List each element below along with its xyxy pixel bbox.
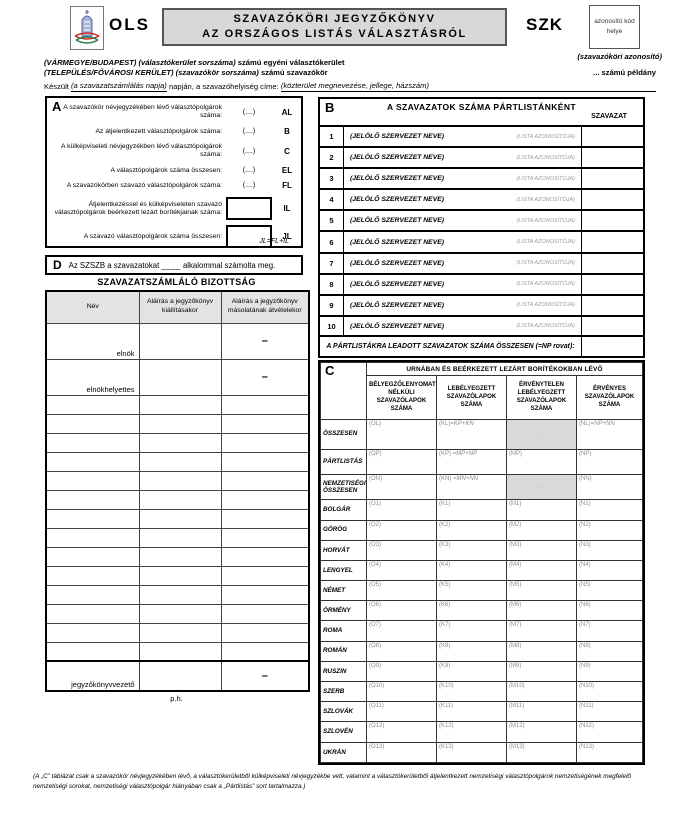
count-cell[interactable]: (O9) bbox=[367, 661, 437, 681]
votes-column-header: SZAVAZAT bbox=[591, 113, 627, 120]
signature-cell[interactable] bbox=[139, 528, 221, 547]
section-b-label: B bbox=[325, 100, 335, 115]
shaded-cell: . bbox=[507, 475, 577, 500]
count-cell[interactable]: (M8) bbox=[507, 641, 577, 661]
county-placeholder: (VÁRMEGYE/BUDAPEST) bbox=[44, 58, 137, 67]
party-list-row bbox=[320, 315, 643, 336]
constituency-line-rest: számú egyéni választókerület bbox=[237, 58, 345, 67]
section-b-party-list-votes bbox=[318, 97, 645, 358]
signature-cell[interactable] bbox=[221, 509, 309, 528]
row-number: 9 bbox=[320, 296, 344, 315]
count-cell[interactable]: (M4) bbox=[507, 560, 577, 580]
d-text-after: alkalommal számolta meg. bbox=[182, 260, 276, 270]
matrix-row-nationality: SZERB (O10) (K10) (M10) (N10) bbox=[321, 682, 643, 702]
list-id-placeholder: (LISTA AZONOSÍTÓJA) bbox=[516, 154, 575, 161]
identifier-caption: (szavazóköri azonosító) bbox=[577, 52, 662, 61]
vote-count-cell[interactable] bbox=[581, 254, 643, 273]
row-number: 2 bbox=[320, 148, 344, 167]
party-name-placeholder: (JELÖLŐ SZERVEZET NEVE) bbox=[350, 280, 445, 288]
section-d-text bbox=[69, 261, 276, 270]
vote-count-cell[interactable] bbox=[581, 275, 643, 294]
dash-cell: – bbox=[221, 661, 309, 691]
count-cell[interactable]: (M6) bbox=[507, 601, 577, 621]
count-cell[interactable]: (K10) bbox=[437, 682, 507, 702]
count-cell[interactable]: (K3) bbox=[437, 540, 507, 560]
table-row-member bbox=[46, 471, 309, 490]
a-row-text: Az átjelentkezett választópolgárok száma: bbox=[95, 127, 222, 135]
form-code-ols: OLS bbox=[109, 15, 150, 34]
count-cell[interactable]: (N11) bbox=[577, 702, 643, 722]
matrix-header-row bbox=[321, 376, 643, 419]
signature-cell[interactable] bbox=[221, 414, 309, 433]
a-row-foreign-register bbox=[49, 139, 298, 163]
address-placeholder[interactable]: (közterület megnevezése, jellege, házszám) bbox=[281, 81, 656, 92]
header-signature-copy: Aláírás a jegyzőkönyv másolatának átvételekor bbox=[221, 291, 309, 323]
role-label-chair: elnök bbox=[46, 323, 139, 359]
a-row-value: (....) bbox=[242, 182, 256, 189]
role-label-vice-chair: elnökhelyettes bbox=[46, 359, 139, 395]
a-row-value: (....) bbox=[242, 108, 256, 116]
count-cell[interactable]: (O2) bbox=[367, 520, 437, 540]
total-vote-count-cell[interactable] bbox=[581, 337, 643, 356]
form-code-szk: SZK bbox=[526, 15, 563, 34]
ballot-matrix-table bbox=[320, 362, 643, 763]
section-a-label: A bbox=[52, 99, 62, 114]
table-row-member bbox=[46, 490, 309, 509]
list-id-placeholder: (LISTA AZONOSÍTÓJA) bbox=[516, 133, 575, 140]
count-cell[interactable]: (KN) =MN+NN bbox=[437, 475, 507, 500]
matrix-row-nationality: ROMA (O7) (K7) (M7) (N7) bbox=[321, 621, 643, 641]
count-cell[interactable]: (M13) bbox=[507, 742, 577, 762]
table-row-member bbox=[46, 585, 309, 604]
count-date-placeholder[interactable]: (a szavazatszámlálás napja) bbox=[71, 81, 167, 92]
member-name-cell[interactable] bbox=[46, 566, 139, 585]
a-row-code: C bbox=[284, 146, 290, 156]
hungary-coat-of-arms-box bbox=[70, 6, 104, 50]
member-name-cell[interactable] bbox=[46, 623, 139, 642]
signature-cell[interactable] bbox=[221, 547, 309, 566]
count-cell[interactable]: (N9) bbox=[577, 661, 643, 681]
party-list-row bbox=[320, 188, 643, 209]
signature-cell[interactable] bbox=[139, 661, 221, 691]
signature-cell[interactable] bbox=[221, 433, 309, 452]
matrix-row-nationality: NÉMET (O5) (K5) (M5) (N5) bbox=[321, 581, 643, 601]
matrix-row-nationality: LENGYEL (O4) (K4) (M4) (N4) bbox=[321, 560, 643, 580]
member-name-cell[interactable] bbox=[46, 528, 139, 547]
table-row-chair bbox=[46, 323, 309, 359]
count-cell[interactable]: (O11) bbox=[367, 702, 437, 722]
party-list-row bbox=[320, 125, 643, 146]
list-id-placeholder: (LISTA AZONOSÍTÓJA) bbox=[516, 175, 575, 182]
matrix-row-total: ÖSSZESEN (OL) (KL)=KP+KN . (NL)=NP+NN bbox=[321, 419, 643, 449]
settlement-placeholder: (TELEPÜLÉS/FŐVÁROSI KERÜLET) bbox=[44, 68, 174, 78]
form-title-line1: SZAVAZÓKÖRI JEGYZŐKÖNYV bbox=[233, 12, 436, 25]
table-row-member bbox=[46, 623, 309, 642]
count-cell[interactable]: (N7) bbox=[577, 621, 643, 641]
made-prefix: Készült bbox=[44, 81, 69, 91]
a-row-code: IL bbox=[283, 204, 291, 213]
table-row-member bbox=[46, 509, 309, 528]
row-number: 4 bbox=[320, 190, 344, 209]
d-text-before: Az SZSZB a szavazatokat bbox=[68, 260, 160, 270]
count-cell[interactable]: (NP) bbox=[577, 449, 643, 474]
signature-cell[interactable] bbox=[221, 642, 309, 661]
party-name-placeholder: (JELÖLŐ SZERVEZET NEVE) bbox=[350, 196, 445, 204]
vote-count-cell[interactable] bbox=[581, 190, 643, 209]
signature-cell[interactable] bbox=[221, 566, 309, 585]
signature-cell[interactable] bbox=[139, 642, 221, 661]
a-row-code: JL bbox=[282, 232, 292, 241]
count-cell[interactable]: (OL) bbox=[367, 419, 437, 449]
jl-formula-note: JL=FL+IL bbox=[259, 238, 289, 245]
count-cell[interactable]: (K13) bbox=[437, 742, 507, 762]
copy-number-note: ... számú példány bbox=[593, 68, 656, 78]
il-count-input-box[interactable] bbox=[226, 197, 272, 220]
matrix-row-nationality: GÖRÖG (O2) (K2) (M2) (N2) bbox=[321, 520, 643, 540]
matrix-row-nationality: SZLOVÉN (O12) (K12) (M12) (N12) bbox=[321, 722, 643, 742]
a-row-code: AL bbox=[281, 107, 293, 117]
section-c-ballot-matrix bbox=[318, 360, 645, 765]
a-row-value: (....) bbox=[242, 147, 256, 155]
made-mid-text: napján, a szavazóhelyiség címe: bbox=[168, 81, 279, 91]
section-b-title: A SZAVAZATOK SZÁMA PÁRTLISTÁNKÉNT bbox=[386, 102, 576, 112]
member-name-cell[interactable] bbox=[46, 395, 139, 414]
count-cell[interactable]: (KP) =MP+NP bbox=[437, 449, 507, 474]
party-name-placeholder: (JELÖLŐ SZERVEZET NEVE) bbox=[350, 322, 445, 330]
a-row-transferred bbox=[49, 124, 298, 139]
party-name-placeholder: (JELÖLŐ SZERVEZET NEVE) bbox=[350, 133, 445, 141]
table-row-recorder bbox=[46, 661, 309, 691]
polling-district-line-rest: számú szavazókör bbox=[260, 68, 328, 78]
vote-count-cell[interactable] bbox=[581, 296, 643, 315]
count-cell[interactable]: (MP) bbox=[507, 449, 577, 474]
a-row-text: A külképviseleti névjegyzékben lévő választópolgárok száma: bbox=[61, 143, 222, 158]
header-name: Név bbox=[46, 291, 139, 323]
count-cell[interactable]: (O13) bbox=[367, 742, 437, 762]
table-row-member bbox=[46, 452, 309, 471]
row-number: 1 bbox=[320, 127, 344, 146]
dash-cell: – bbox=[221, 359, 309, 395]
member-name-cell[interactable] bbox=[46, 490, 139, 509]
a-row-value: (....) bbox=[242, 167, 256, 174]
a-row-register bbox=[49, 100, 298, 124]
signature-cell[interactable] bbox=[139, 623, 221, 642]
polling-district-line bbox=[44, 68, 656, 78]
count-cell[interactable]: (O8) bbox=[367, 641, 437, 661]
count-cell[interactable]: (N6) bbox=[577, 601, 643, 621]
count-cell[interactable]: (O4) bbox=[367, 560, 437, 580]
member-name-cell[interactable] bbox=[46, 509, 139, 528]
matrix-row-nationality: BOLGÁR (O1) (K1) (M1) (N1) bbox=[321, 500, 643, 520]
constituency-line bbox=[44, 58, 656, 68]
form-title-box bbox=[162, 8, 507, 46]
a-row-text: A szavazókörben szavazó választópolgárok száma: bbox=[66, 181, 222, 189]
list-id-placeholder: (LISTA AZONOSÍTÓJA) bbox=[516, 260, 575, 267]
count-cell[interactable]: (M3) bbox=[507, 540, 577, 560]
signature-cell[interactable] bbox=[139, 395, 221, 414]
member-name-cell[interactable] bbox=[46, 642, 139, 661]
vote-count-cell[interactable] bbox=[581, 169, 643, 188]
party-list-rows bbox=[320, 125, 643, 336]
table-row-member bbox=[46, 414, 309, 433]
signature-cell[interactable] bbox=[221, 395, 309, 414]
signature-cell[interactable] bbox=[139, 509, 221, 528]
vote-count-cell[interactable] bbox=[581, 148, 643, 167]
count-cell[interactable]: (ON) bbox=[367, 475, 437, 500]
count-cell[interactable]: (N12) bbox=[577, 722, 643, 742]
party-name-placeholder: (JELÖLŐ SZERVEZET NEVE) bbox=[350, 301, 445, 309]
signature-cell[interactable] bbox=[221, 585, 309, 604]
a-row-total-voting bbox=[49, 224, 298, 249]
count-cell[interactable]: (OP) bbox=[367, 449, 437, 474]
count-cell[interactable]: (M2) bbox=[507, 520, 577, 540]
party-list-row bbox=[320, 252, 643, 273]
signature-cell[interactable] bbox=[221, 452, 309, 471]
vote-count-cell[interactable] bbox=[581, 232, 643, 251]
stamp-place-mark: p.h. bbox=[170, 694, 183, 703]
row-number: 3 bbox=[320, 169, 344, 188]
party-list-row bbox=[320, 209, 643, 230]
hungary-coat-of-arms-icon bbox=[73, 9, 101, 47]
signature-cell[interactable] bbox=[139, 414, 221, 433]
party-list-row bbox=[320, 230, 643, 251]
party-name-placeholder: (JELÖLŐ SZERVEZET NEVE) bbox=[350, 238, 445, 246]
count-cell[interactable]: (N1) bbox=[577, 500, 643, 520]
matrix-row-nationality: RUSZIN (O9) (K9) (M9) (N9) bbox=[321, 661, 643, 681]
vote-count-cell[interactable] bbox=[581, 127, 643, 146]
a-row-code: FL bbox=[282, 181, 292, 190]
party-name-placeholder: (JELÖLŐ SZERVEZET NEVE) bbox=[350, 259, 445, 267]
count-cell[interactable]: (K7) bbox=[437, 621, 507, 641]
section-a-voter-counts bbox=[45, 96, 303, 248]
matrix-row-nationality: HORVÁT (O3) (K3) (M3) (N3) bbox=[321, 540, 643, 560]
vote-count-cell[interactable] bbox=[581, 211, 643, 230]
count-cell[interactable]: (N8) bbox=[577, 641, 643, 661]
party-list-row bbox=[320, 294, 643, 315]
list-id-placeholder: (LISTA AZONOSÍTÓJA) bbox=[516, 196, 575, 203]
polling-district-text bbox=[44, 68, 328, 78]
intro-block bbox=[44, 58, 656, 92]
count-cell[interactable]: (K6) bbox=[437, 601, 507, 621]
signature-cell[interactable] bbox=[139, 471, 221, 490]
count-cell[interactable]: (K5) bbox=[437, 581, 507, 601]
table-row-member bbox=[46, 566, 309, 585]
party-name-placeholder: (JELÖLŐ SZERVEZET NEVE) bbox=[350, 217, 445, 225]
signature-cell[interactable] bbox=[139, 323, 221, 359]
signature-cell[interactable] bbox=[139, 490, 221, 509]
count-cell[interactable]: (O3) bbox=[367, 540, 437, 560]
signature-cell[interactable] bbox=[221, 471, 309, 490]
count-cell[interactable]: (M12) bbox=[507, 722, 577, 742]
header-valid-ballots: ÉRVÉNYES SZAVAZÓLAPOK SZÁMA bbox=[577, 376, 643, 419]
matrix-row-nationality: UKRÁN (O13) (K13) (M13) (N13) bbox=[321, 742, 643, 762]
count-cell[interactable]: (O1) bbox=[367, 500, 437, 520]
count-cell[interactable]: (K2) bbox=[437, 520, 507, 540]
section-c-title: URNÁBAN ÉS BEÉRKEZETT LEZÁRT BORÍTÉKOKBAN LÉVŐ bbox=[367, 363, 643, 376]
row-number: 5 bbox=[320, 211, 344, 230]
count-cell[interactable]: (N4) bbox=[577, 560, 643, 580]
signature-cell[interactable] bbox=[139, 547, 221, 566]
table-row-member bbox=[46, 528, 309, 547]
a-row-total-voters bbox=[49, 163, 298, 178]
member-name-cell[interactable] bbox=[46, 471, 139, 490]
section-d-label: D bbox=[53, 258, 62, 272]
signature-cell[interactable] bbox=[139, 452, 221, 471]
member-name-cell[interactable] bbox=[46, 547, 139, 566]
count-cell[interactable]: (M1) bbox=[507, 500, 577, 520]
table-row-member bbox=[46, 395, 309, 414]
signature-cell[interactable] bbox=[139, 604, 221, 623]
count-cell[interactable]: (NN) bbox=[577, 475, 643, 500]
count-cell[interactable]: (K1) bbox=[437, 500, 507, 520]
counting-committee-table bbox=[45, 290, 310, 692]
header-signature-issue: Aláírás a jegyzőkönyv kiállításakor bbox=[139, 291, 221, 323]
count-cell[interactable]: (M11) bbox=[507, 702, 577, 722]
matrix-row-nationality: SZLOVÁK (O11) (K11) (M11) (N11) bbox=[321, 702, 643, 722]
table-row-member bbox=[46, 604, 309, 623]
signature-cell[interactable] bbox=[139, 566, 221, 585]
counting-committee-title: SZAVAZATSZÁMLÁLÓ BIZOTTSÁG bbox=[97, 277, 256, 287]
party-list-row bbox=[320, 167, 643, 188]
role-label-recorder: jegyzőkönyvvezető bbox=[46, 661, 139, 691]
shaded-cell: . bbox=[507, 419, 577, 449]
count-cell[interactable]: (O7) bbox=[367, 621, 437, 641]
a-row-text: Átjelentkezéssel és külképviseleten szavazó választópolgárok beérkezett lezárt borítékjainak száma: bbox=[54, 200, 222, 216]
district-number-placeholder: (szavazókör sorszáma) bbox=[175, 68, 259, 78]
signature-cell[interactable] bbox=[139, 585, 221, 604]
count-cell[interactable]: (O10) bbox=[367, 682, 437, 702]
table-header-row bbox=[46, 291, 309, 323]
a-row-value: (....) bbox=[242, 128, 256, 135]
signature-cell[interactable] bbox=[221, 490, 309, 509]
a-row-code: EL bbox=[281, 166, 293, 175]
count-cell[interactable]: (O5) bbox=[367, 581, 437, 601]
count-cell[interactable]: (M10) bbox=[507, 682, 577, 702]
member-name-cell[interactable] bbox=[46, 414, 139, 433]
a-row-text: A választópolgárok száma összesen: bbox=[110, 166, 222, 174]
a-row-text: A szavazókör névjegyzékében lévő választópolgárok száma: bbox=[63, 104, 222, 119]
list-id-placeholder: (LISTA AZONOSÍTÓJA) bbox=[516, 217, 575, 224]
table-row-member bbox=[46, 547, 309, 566]
header-stamped-ballots: LEBÉLYEGZETT SZAVAZÓLAPOK SZÁMA bbox=[437, 376, 507, 419]
count-cell[interactable]: (O12) bbox=[367, 722, 437, 742]
signature-cell[interactable] bbox=[139, 359, 221, 395]
a-row-envelopes bbox=[49, 193, 298, 224]
section-d-count-occasions bbox=[45, 255, 303, 275]
row-number: 10 bbox=[320, 317, 344, 336]
count-cell[interactable]: (N3) bbox=[577, 540, 643, 560]
identifier-code-box[interactable]: azonosító kód helye bbox=[589, 5, 640, 49]
count-cell[interactable]: (K12) bbox=[437, 722, 507, 742]
count-cell[interactable]: (M5) bbox=[507, 581, 577, 601]
count-cell[interactable]: (KL)=KP+KN bbox=[437, 419, 507, 449]
form-title-line2: AZ ORSZÁGOS LISTÁS VÁLASZTÁSRÓL bbox=[202, 28, 467, 40]
count-cell[interactable]: (NL)=NP+NN bbox=[577, 419, 643, 449]
matrix-row-party-list: PÁRTLISTÁS (OP) (KP) =MP+NP (MP) (NP) bbox=[321, 449, 643, 474]
footnote-text: (A „C” táblázat csak a szavazókör névjegyzékében lévő, a választókerületből külképviseleti névjegyzékbe vett, valamint a választókerületből átjelentkezett nemzetiségi választópolgárok nemzetiségének megfelelő nemzetiségi sorokat, nemzetiségi választópolgár hiányában csak a „Pártlistás” sort tartalmazza.) bbox=[33, 773, 631, 790]
dash-cell: – bbox=[221, 323, 309, 359]
party-list-total-row bbox=[320, 335, 643, 356]
signature-cell[interactable] bbox=[221, 623, 309, 642]
vote-count-cell[interactable] bbox=[581, 317, 643, 336]
count-cell[interactable]: (O6) bbox=[367, 601, 437, 621]
table-row-vice-chair bbox=[46, 359, 309, 395]
count-cell[interactable]: (K11) bbox=[437, 702, 507, 722]
matrix-row-nationality-total: NEMZETISÉGI ÖSSZESEN (ON) (KN) =MN+NN . (NN) bbox=[321, 475, 643, 500]
count-cell[interactable]: (M9) bbox=[507, 661, 577, 681]
total-votes-label: A PÁRTLISTÁKRA LEADOTT SZAVAZATOK SZÁMA ÖSSZESEN (=NP rovat): bbox=[326, 343, 575, 350]
header-unstamped-ballots: BÉLYEGZŐLENYOMAT NÉLKÜLI SZAVAZÓLAPOK SZÁMA bbox=[367, 376, 437, 419]
party-name-placeholder: (JELÖLŐ SZERVEZET NEVE) bbox=[350, 175, 445, 183]
count-cell[interactable]: (N10) bbox=[577, 682, 643, 702]
table-row-member bbox=[46, 433, 309, 452]
row-number: 6 bbox=[320, 232, 344, 251]
party-name-placeholder: (JELÖLŐ SZERVEZET NEVE) bbox=[350, 154, 445, 162]
table-row-member bbox=[46, 642, 309, 661]
list-id-placeholder: (LISTA AZONOSÍTÓJA) bbox=[516, 281, 575, 288]
row-number: 8 bbox=[320, 275, 344, 294]
a-row-voted-in-district bbox=[49, 178, 298, 193]
member-name-cell[interactable] bbox=[46, 604, 139, 623]
signature-cell[interactable] bbox=[139, 433, 221, 452]
party-list-row bbox=[320, 273, 643, 294]
count-cell[interactable]: (K9) bbox=[437, 661, 507, 681]
row-number: 7 bbox=[320, 254, 344, 273]
count-cell[interactable]: (N2) bbox=[577, 520, 643, 540]
member-name-cell[interactable] bbox=[46, 433, 139, 452]
list-id-placeholder: (LISTA AZONOSÍTÓJA) bbox=[516, 239, 575, 246]
signature-cell[interactable] bbox=[221, 604, 309, 623]
count-cell[interactable]: (K4) bbox=[437, 560, 507, 580]
section-c-label: C bbox=[321, 363, 367, 420]
member-name-cell[interactable] bbox=[46, 452, 139, 471]
member-name-cell[interactable] bbox=[46, 585, 139, 604]
matrix-row-nationality: ROMÁN (O8) (K8) (M8) (N8) bbox=[321, 641, 643, 661]
count-occasions-blank[interactable]: ____ bbox=[161, 260, 181, 270]
signature-cell[interactable] bbox=[221, 528, 309, 547]
list-id-placeholder: (LISTA AZONOSÍTÓJA) bbox=[516, 323, 575, 330]
count-cell[interactable]: (N13) bbox=[577, 742, 643, 762]
made-on-line bbox=[44, 81, 656, 92]
count-cell[interactable]: (N5) bbox=[577, 581, 643, 601]
matrix-row-nationality: ÖRMÉNY (O6) (K6) (M6) (N6) bbox=[321, 601, 643, 621]
header-invalid-stamped-ballots: ÉRVÉNYTELEN LEBÉLYEGZETT SZAVAZÓLAPOK SZÁMA bbox=[507, 376, 577, 419]
party-list-row bbox=[320, 146, 643, 167]
count-cell[interactable]: (K8) bbox=[437, 641, 507, 661]
list-id-placeholder: (LISTA AZONOSÍTÓJA) bbox=[516, 302, 575, 309]
a-row-code: B bbox=[284, 127, 290, 136]
count-cell[interactable]: (M7) bbox=[507, 621, 577, 641]
constituency-number-placeholder: (választókerület sorszáma) bbox=[138, 58, 236, 67]
a-row-text: A szavazó választópolgárok száma összesen: bbox=[83, 232, 222, 240]
